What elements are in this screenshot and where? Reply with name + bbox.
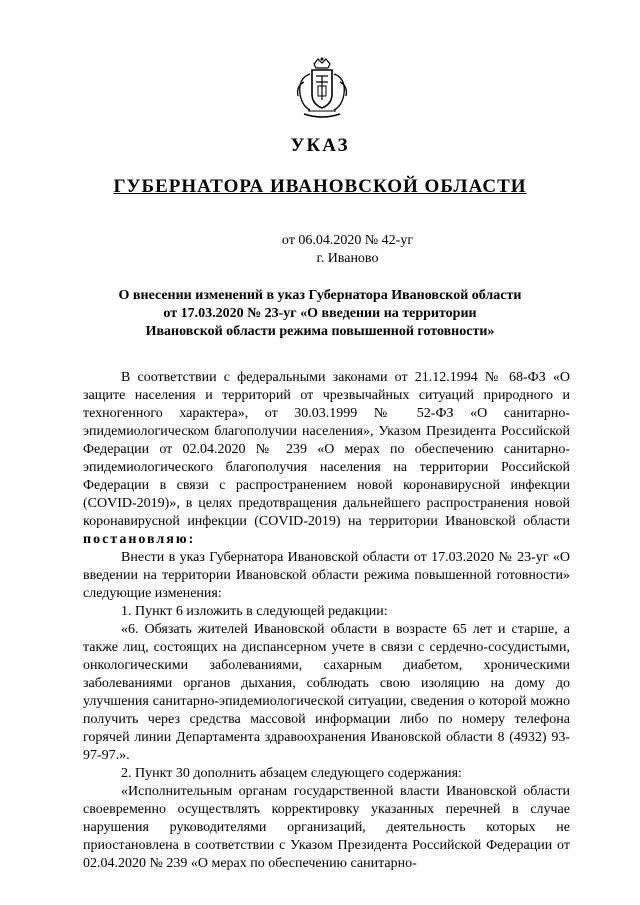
coat-of-arms-icon: [290, 56, 354, 120]
paragraph-item-2-text: «Исполнительным органам государственной власти Ивановской области своевременно осуществлять корректировку указанных перечней в случае нарушения руководителями организаций, деятельность которых не приостановлена в соответствии с Указом Президента Российской Федерации от 02.04.2020 № 239 «О мерах по обеспечению санитарно-: [83, 784, 570, 871]
document-heading: [80, 287, 560, 341]
preamble-text: В соответствии с федеральными законами от 21.12.1994 № 68-ФЗ «О защите населения и территорий от чрезвычайных ситуаций природного и техногенного характера», от 30.03.1999 № 52-ФЗ «О санитарно-эпидемиологическом благополучии населения», Указом Президента Российской Федерации от 02.04.2020 № 239 «О мерах по обеспечению санитарно-эпидемиологического благополучия населения на территории Российской Федерации в связи с распространением новой коронавирусной инфекции (COVID-2019)», в целях предотвращения дальнейшего распространения новой коронавирусной инфекции (COVID-2019) на территории Ивановской области: [83, 370, 570, 529]
paragraph-item-1: 1. Пункт 6 изложить в следующей редакции:: [121, 604, 388, 619]
paragraph-item-1-text: «6. Обязать жителей Ивановской области в возрасте 65 лет и старше, а также лиц, состоящих на диспансерном учете в связи с сердечно-сосудистыми, онкологическими заболеваниями, сахарным диабетом, хроническими заболеваниями органов дыхания, соблюдать свою изоляцию на дому до улучшения санитарно-эпидемиологической ситуации, сведения о которой можно получить через средства массовой информации либо по номеру телефона горячей линии Департамента здравоохранения Ивановской области 8 (4932) 93-97-97.».: [83, 622, 570, 763]
decree-keyword: постановляю: [83, 532, 189, 547]
document-city: г. Иваново: [316, 251, 379, 266]
heading-line-1: О внесении изменений в указ Губернатора Ивановской области: [118, 288, 522, 303]
document-title: УКАЗ: [290, 135, 350, 156]
paragraph-preamble: [83, 369, 570, 549]
paragraph-item-2: 2. Пункт 30 дополнить абзацем следующего содержания:: [121, 766, 462, 781]
issuer-title: ГУБЕРНАТОРА ИВАНОВСКОЙ ОБЛАСТИ: [113, 176, 527, 197]
document-body: [83, 369, 570, 873]
paragraph-amendments-intro: Внести в указ Губернатора Ивановской области от 17.03.2020 № 23-уг «О введении на территории Ивановской области режима повышенной готовности» следующие изменения:: [83, 550, 570, 601]
heading-line-3: Ивановской области режима повышенной готовности»: [145, 324, 495, 339]
preamble-end: :: [188, 532, 194, 547]
heading-line-2: от 17.03.2020 № 23-уг «О введении на территории: [163, 306, 477, 321]
document-date-number: от 06.04.2020 № 42-уг: [281, 233, 414, 248]
